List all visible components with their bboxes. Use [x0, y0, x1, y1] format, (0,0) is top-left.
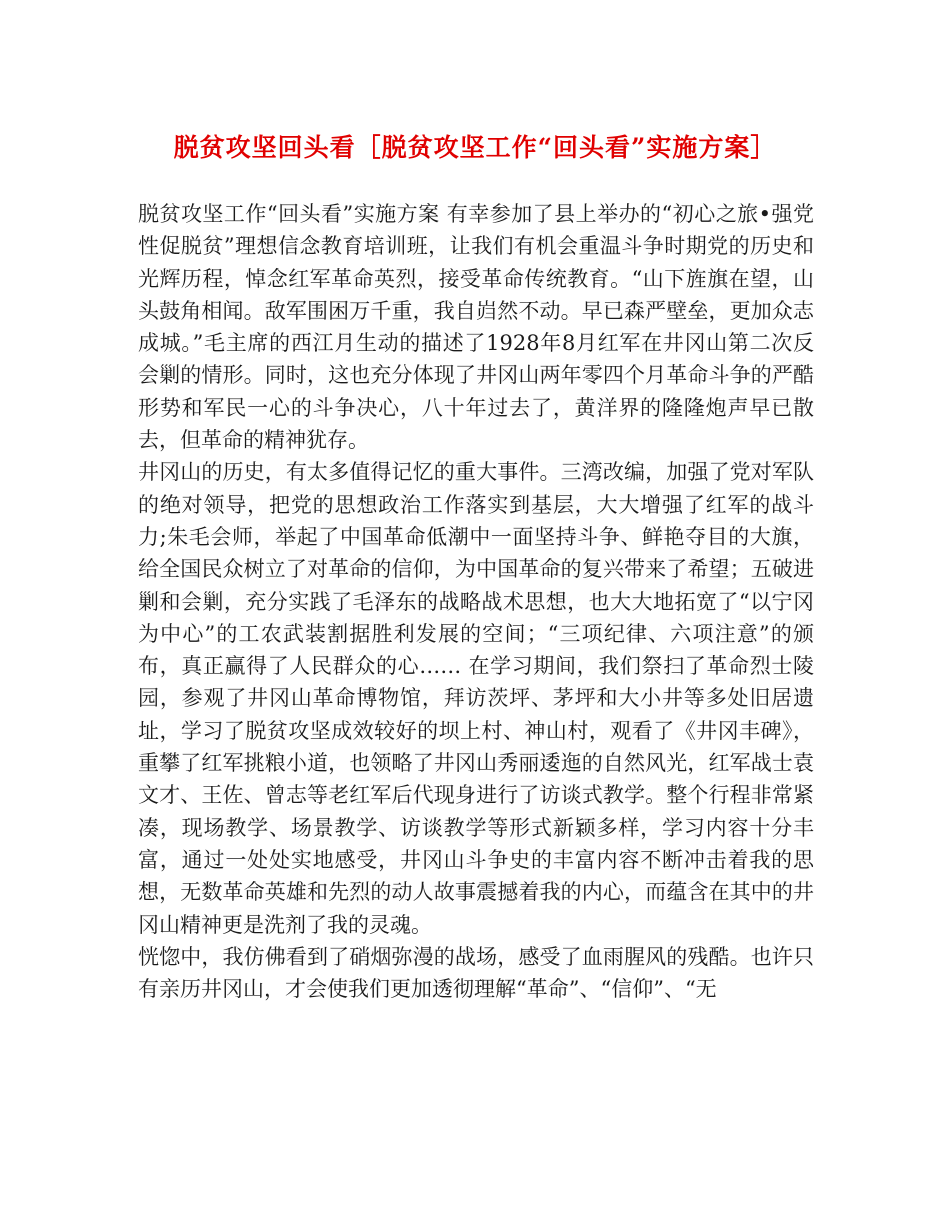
paragraph-2: 井冈山的历史，有太多值得记忆的重大事件。三湾改编，加强了党对军队的绝对领导，把党的思想政治工作落实到基层，大大增强了红军的战斗力;朱毛会师，举起了中国革命低潮中一面坚持斗争、鲜艳夺目的大旗，给全国民众树立了对革命的信仰，为中国革命的复兴带来了希望；五破进剿和会剿，充分实践了毛泽东的战略战术思想，也大大地拓宽了“以宁冈为中心”的工农武装割据胜利发展的空间；“三项纪律、六项注意”的颁布，真正赢得了人民群众的心…… 在学习期间，我们祭扫了革命烈士陵园，参观了井冈山革命博物馆，拜访茨坪、茅坪和大小井等多处旧居遗址，学习了脱贫攻坚成效较好的坝上村、神山村，观看了《井冈丰碑》，重攀了红军挑粮小道，也领略了井冈山秀丽逶迤的自然风光，红军战士袁文才、王佐、曾志等老红军后代现身进行了访谈式教学。整个行程非常紧凑，现场教学、场景教学、访谈教学等形式新颖多样，学习内容十分丰富，通过一处处实地感受，井冈山斗争史的丰富内容不断冲击着我的思想，无数革命英雄和先烈的动人故事震撼着我的内心，而蕴含在其中的井冈山精神更是洗剂了我的灵魂。 — [138, 460, 814, 937]
document-title: 脱贫攻坚回头看［脱贫攻坚工作“回头看”实施方案］ — [173, 133, 777, 162]
paragraph-1: 脱贫攻坚工作“回头看”实施方案 有幸参加了县上举办的“初心之旅•强党性促脱贫”理想信念教育培训班，让我们有机会重温斗争时期党的历史和光辉历程，悼念红军革命英烈，接受革命传统教育。“山下旌旗在望，山头鼓角相闻。敌军围困万千重，我自岿然不动。早已森严壁垒，更加众志成城。”毛主席的西江月生动的描述了1928年8月红军在井冈山第二次反会剿的情形。同时，这也充分体现了井冈山两年零四个月革命斗争的严酷形势和军民一心的斗争决心，八十年过去了，黄洋界的隆隆炮声早已散去，但革命的精神犹存。 — [138, 202, 814, 453]
paragraph-3: 恍惚中，我仿佛看到了硝烟弥漫的战场，感受了血雨腥风的残酷。也许只有亲历井冈山，才会使我们更加透彻理解“革命”、“信仰”、“无 — [138, 944, 814, 1002]
document-body — [138, 198, 814, 1005]
